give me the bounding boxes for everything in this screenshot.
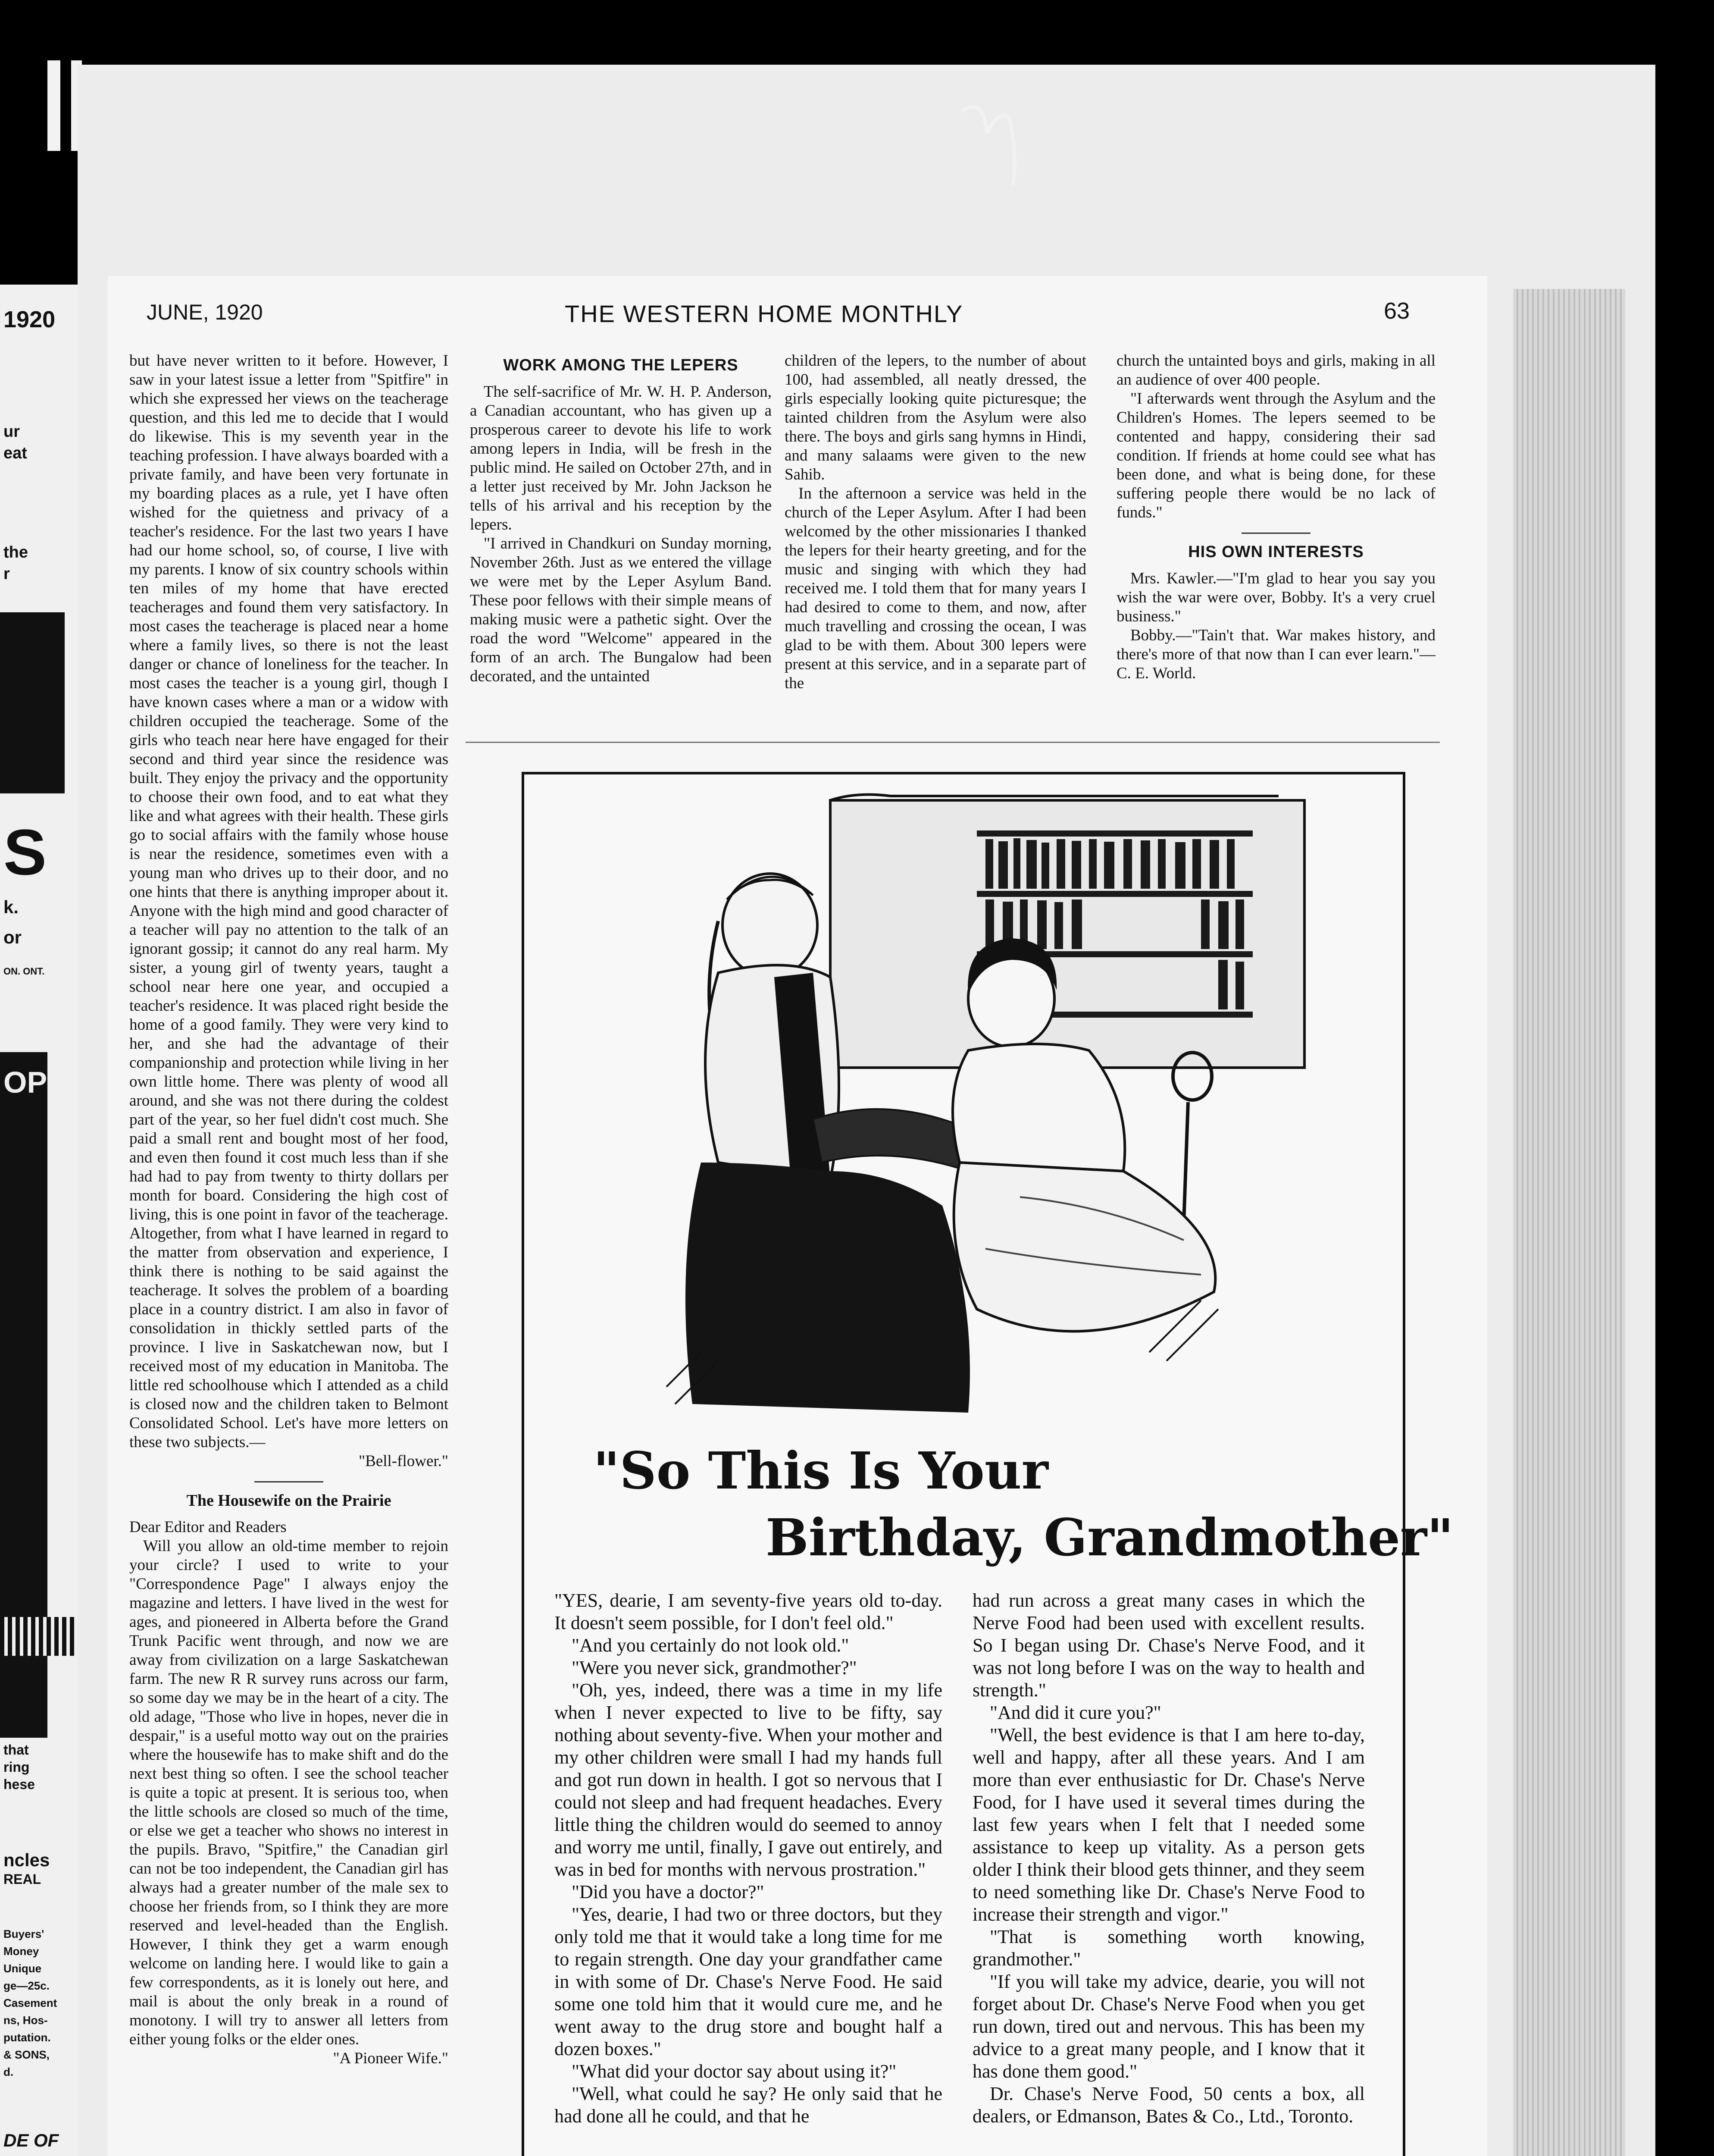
lepers-column-1: [470, 351, 772, 686]
ad-paragraph: "Well, what could he say? He only said that he had done all he could, and that he: [554, 2083, 942, 2127]
article-heading: HIS OWN INTERESTS: [1188, 543, 1364, 561]
letter-body: Will you allow an old-time member to rejoin your circle? I used to write to your "Correspondence Page" I always enjoy the magazine and letters. I have lived in the west for ages, and pioneered in Alberta before the Grand Trunk Pacific went through, and now we are away from civilization on a large Saskatchewan farm. The new R R survey runs across our farm, so some day we may be in the heart of a city. The old adage, "Those who live in hopes, never die in despair," is a useful motto way out on the prairies where the housewife has to make shift and do the next best thing so often. I see the school teacher is quite a topic at present. It is serious too, when the little schools are closed so much of the time, or else we get a teacher who shows no interest in the pupils. Bravo, "Spitfire," the Canadian girl can not be too independent, the Canadian girl has always had a greater number of the male sex to choose her friends from, so I think they are more reserved and level-headed than the English. However, I think they get a warm enough welcome on landing here. I would like to gain a few correspondents, as it is lonely out here, and mail is about the only break in a round of monotony. I will try to answer all letters from either young folks or the elder ones.: [129, 1537, 448, 2048]
article-paragraph: church the untainted boys and girls, making in all an audience of over 400 people.: [1117, 352, 1436, 389]
film-edge-mark: [47, 60, 60, 151]
ad-paragraph: had run across a great many cases in which the Nerve Food had been used with excellent results. So I began using Dr. Chase's Nerve Food, and it was not long before I was on the way to health and strength.": [973, 1590, 1365, 1701]
issue-date: JUNE, 1920: [147, 300, 263, 324]
grandmother-illustration: [589, 792, 1356, 1430]
page-number: 63: [1384, 298, 1410, 324]
letter-signature: "Bell-flower.": [359, 1452, 448, 1470]
letter-signature: "A Pioneer Wife.": [333, 2049, 448, 2067]
ad-paragraph: "Yes, dearie, I had two or three doctors, but they only told me that it would take a long time for me to regain strength. One day your grandfather came in with some of Dr. Chase's Nerve Food. He said some one told him that it would cure me, and he went away to the drug store and bought half a dozen boxes.": [554, 1904, 942, 2059]
ad-paragraph: "YES, dearie, I am seventy-five years old to-day. It doesn't seem possible, for I don't feel old.": [554, 1590, 942, 1633]
article-paragraph: Mrs. Kawler.—"I'm glad to hear you say you wish the war were over, Bobby. It's a very cruel business.": [1117, 570, 1436, 625]
ad-paragraph: "And you certainly do not look old.": [572, 1635, 849, 1656]
ad-paragraph: "If you will take my advice, dearie, you will not forget about Dr. Chase's Nerve Food when you get run down, tired out and nervous. This has been my advice to a great many people, and I know that it has done them good.": [973, 1971, 1365, 2082]
article-paragraph: The self-sacrifice of Mr. W. H. P. Anderson, a Canadian accountant, who has given up a prosperous career to devote his life to work among lepers in India, will be fresh in the public mind. He sailed on October 27th, and in a letter just received by Mr. John Jackson he tells of his arrival and his reception by the lepers.: [470, 383, 772, 533]
ad-headline-line1: "So This Is Your: [593, 1441, 1048, 1501]
section-divider: [1242, 533, 1311, 534]
letter-body: but have never written to it before. However, I saw in your latest issue a letter from "Spitfire" in which she expressed her views on the teacherage question, and this led me to decide that I would do likewise. This is my seventh year in the teaching profession. I have always boarded with a private family, and have been very fortunate in my boarding places as a rule, yet I have often wished for the quietness and privacy of a teacher's residence. For the last two years I have had our home school, so, of course, I live with my parents. I know of six country schools within ten miles of my home that have erected teacherages and found them very satisfactory. In most cases the teacherage is placed near a home where a family lives, so there is not the least danger or chance of loneliness for the teacher. In most cases the teacher is a young girl, though I have known cases where a man or a widow with children occupied the teacherage. Some of the girls who teach near here have engaged for their second and third year since the residence was built. They enjoy the privacy and the opportunity to choose their own food, and to eat what they like and what agrees with their health. These girls go to social affairs with the family whose house is near the residence, sometimes even with a young man who drives up to their door, and no one hints that there is anything improper about it. Anyone with the high mind and good character of a teacher will pay no attention to the talk of an ignorant gossip; it cannot do any real harm. My sister, a young girl of twenty years, taught a school near here one year, and occupied a teacher's residence. It was placed right beside the home of a good family. They were very kind to her, and she had the advantage of their companionship and protection while living in her own little home. There was plenty of wood all around, and she was not there during the coldest part of the year, so her fuel didn't cost much. She paid a small rent and bought most of her food, and even then found it cost much less than if she had had to pay from twenty to thirty dollars per month for board. Considering the high cost of living, this is one point in favor of the teacherage. Altogether, from what I have learned in regard to the matter from observation and experience, I think there is nothing to be said against the teacherage. It solves the problem of a boarding place in a country district. I am also in favor of consolidation in thickly settled parts of the province. I live in Saskatchewan now, but I received most of my education in Manitoba. The little red schoolhouse which I attended as a child is closed now and the children taken to Belmont Consolidated School. Let's have more letters on these two subjects.—: [129, 352, 448, 1451]
letter-heading: The Housewife on the Prairie: [186, 1492, 391, 1510]
article-paragraph: "I afterwards went through the Asylum and the Children's Homes. The lepers seemed to be contented and happy, considering their sad condition. If friends at home could see what has been done, and what is being done, for these suffering people there would be no lack of funds.": [1117, 390, 1436, 521]
article-paragraph: In the afternoon a service was held in the church of the Leper Asylum. After I had been welcomed by the other missionaries I thanked the lepers for their hearty greeting, and for the music and singing with which they had received me. I told them that for many years I had desired to come to them, and now, after much travelling and crossing the ocean, I was glad to be with them. About 300 lepers were present at this service, and in a separate part of the: [785, 485, 1086, 692]
ad-paragraph: "That is something worth knowing, grandmother.": [973, 1926, 1365, 1970]
letter-salutation: Dear Editor and Readers: [129, 1518, 287, 1536]
article-paragraph: children of the lepers, to the number of about 100, had assembled, all neatly dressed, the girls especially looking quite picturesque; the tainted children from the Asylum were also there. The boys and girls sang hymns in Hindi, and many salaams were given to the new Sahib.: [785, 352, 1086, 483]
prev-page-number: 1920: [3, 307, 56, 332]
ad-paragraph: "Oh, yes, indeed, there was a time in my life when I never expected to live to be fifty, say nothing about seventy-five. When your mother and my other children were small I had my hands full and got run down in health. I got so nervous that I could not sleep and had frequent headaches. Every little thing the children would do seemed to annoy and worry me until, finally, I gave out entirely, and was in bed for months with nervous prostration.": [554, 1680, 942, 1880]
nerve-food-advertisement: [522, 772, 1454, 2156]
prev-page-pattern: [0, 1617, 78, 1656]
article-paragraph: "I arrived in Chandkuri on Sunday morning, November 26th. Just as we entered the village we were met by the Leper Asylum Band. These poor fellows with their simple means of making music were a pathetic sight. Over the road the word "Welcome" appeared in the form of an arch. The Bungalow had been decorated, and the untainted: [470, 535, 772, 685]
ad-headline-line2: Birthday, Grandmother": [766, 1507, 1454, 1567]
previous-page-fragment: 1920 ur eat the r S k. or ON. ONT. OP ia that ring hese ncles REAL Buyers' Money Unique ge—25c. Casement ns, Hos- putation. & SONS, d. DE OF: [0, 285, 99, 2156]
ad-paragraph: "Did you have a doctor?": [572, 1881, 764, 1902]
lepers-column-3: [1117, 351, 1436, 683]
pencil-mark: [948, 86, 1035, 198]
prev-page-ad-block: [0, 612, 65, 793]
ad-column-right: [973, 1589, 1365, 2128]
ad-paragraph: "Well, the best evidence is that I am here to-day, well and happy, after all these years. And I am more than ever enthusiastic for Dr. Chase's Nerve Food, for I have used it several times during the last few years when I felt that I needed some assistance to keep up vitality. As a person gets older I think their blood gets thinner, and they seem to need something like Dr. Chase's Nerve Food to increase their strength and vigor.": [973, 1724, 1365, 1925]
magazine-title: THE WESTERN HOME MONTHLY: [565, 300, 963, 327]
page-stack-edge: [1513, 289, 1625, 2156]
ad-paragraph: "And did it cure you?": [990, 1702, 1161, 1723]
ad-paragraph: Dr. Chase's Nerve Food, 50 cents a box, all dealers, or Edmanson, Bates & Co., Ltd., Toronto.: [973, 2083, 1365, 2127]
ad-paragraph: "Were you never sick, grandmother?": [572, 1657, 857, 1678]
section-divider: [254, 1481, 323, 1482]
lepers-column-2: [785, 351, 1086, 693]
correspondence-column: [129, 351, 448, 2068]
article-heading: WORK AMONG THE LEPERS: [503, 356, 738, 374]
separator-line: [466, 742, 1440, 743]
ad-paragraph: "What did your doctor say about using it?": [572, 2061, 897, 2082]
article-paragraph: Bobby.—"Tain't that. War makes history, and there's more of that now than I can ever learn."—C. E. World.: [1117, 627, 1436, 682]
ad-column-left: [554, 1589, 942, 2128]
